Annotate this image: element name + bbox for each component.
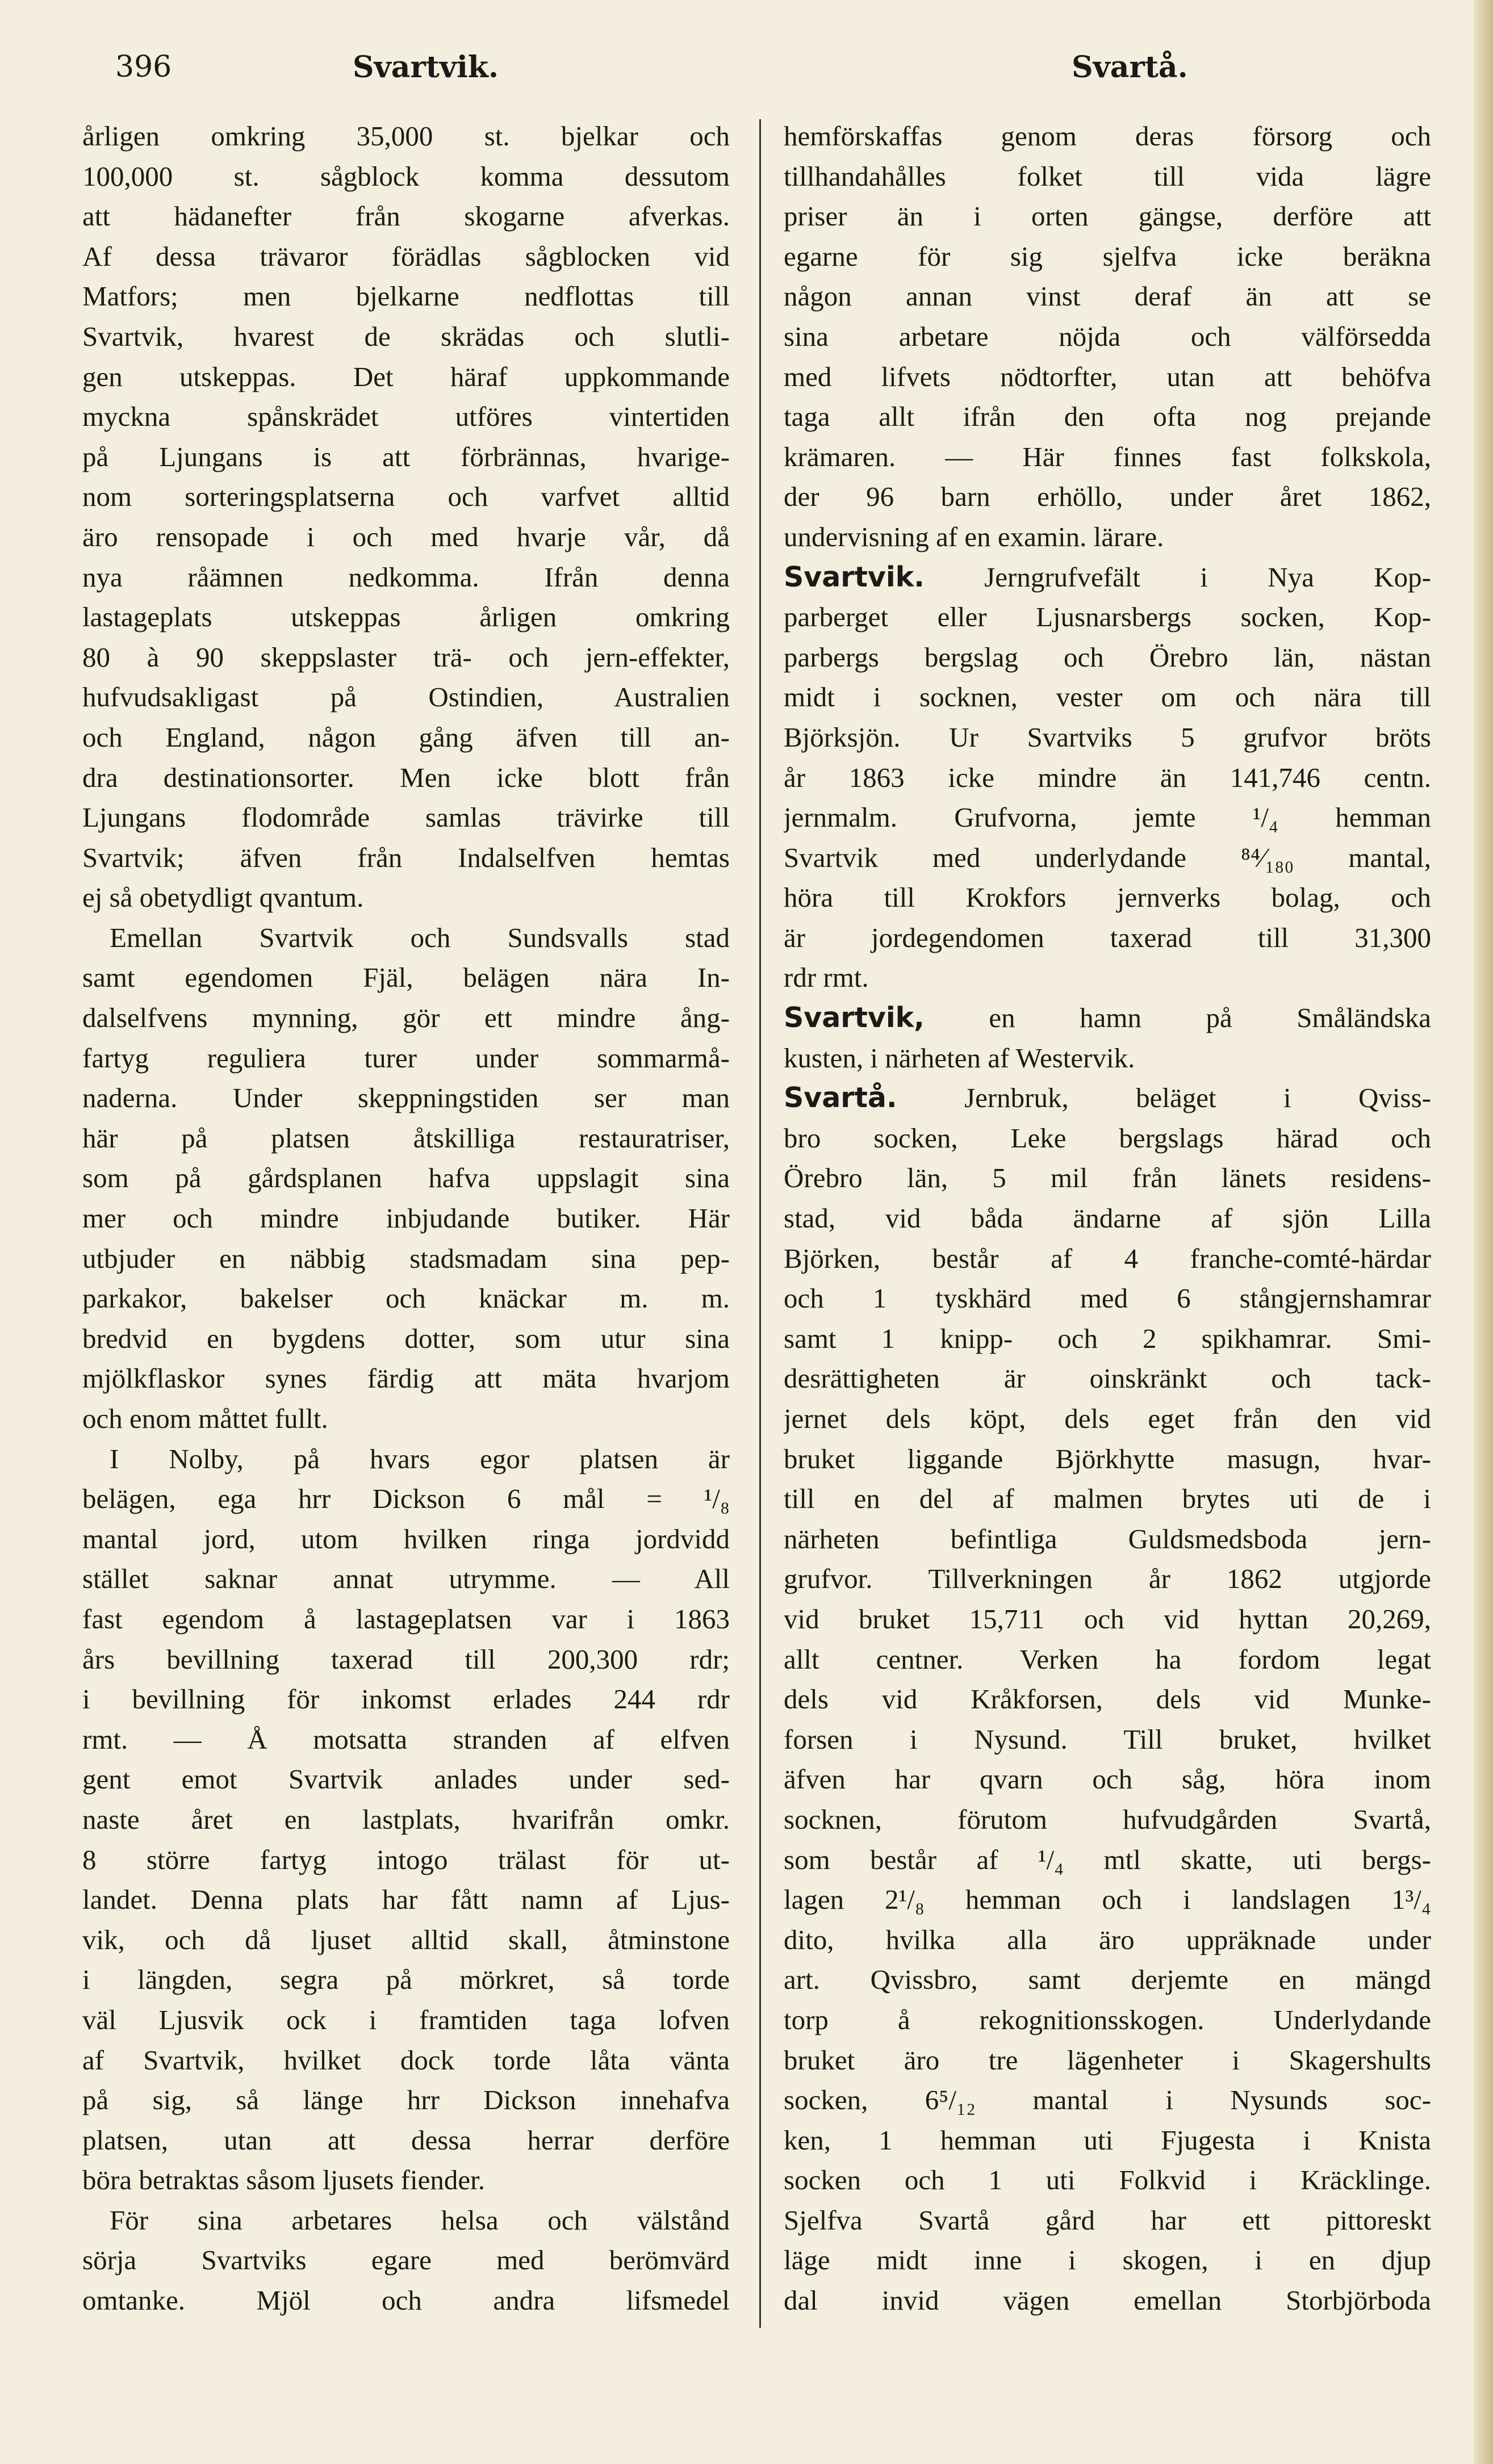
- line-text: fartyg reguliera turer under sommarmå-: [82, 1042, 730, 1074]
- text-line: [784, 1920, 1431, 1960]
- line-text: nya råämnen nedkomma. Ifrån denna: [82, 561, 730, 593]
- running-header: [0, 50, 1493, 90]
- text-line: [784, 1158, 1431, 1199]
- line-text: dalselfvens mynning, gör ett mindre ång-: [82, 1002, 730, 1034]
- text-line: [784, 1279, 1431, 1319]
- text-line: [784, 1038, 1431, 1079]
- line-text: belägen, ega hrr Dickson 6 mål = ¹/₈: [82, 1483, 730, 1515]
- text-line: [784, 437, 1431, 477]
- text-line: [784, 878, 1431, 918]
- line-text: i längden, segra på mörkret, så torde: [82, 1964, 730, 1996]
- text-line: [784, 918, 1431, 958]
- entry-headword: Svartå.: [784, 1082, 897, 1114]
- text-line: [784, 1720, 1431, 1760]
- line-text: 100,000 st. sågblock komma dessutom: [82, 160, 730, 192]
- line-text: För sina arbetares helsa och välstånd: [110, 2204, 730, 2236]
- line-text: ken, 1 hemman uti Fjugesta i Knista: [784, 2124, 1431, 2156]
- line-text: någon annan vinst deraf än att se: [784, 280, 1431, 312]
- line-text: år 1863 icke mindre än 141,746 centn.: [784, 761, 1431, 793]
- line-text: mer och mindre inbjudande butiker. Här: [82, 1202, 730, 1234]
- text-line: [82, 998, 730, 1038]
- line-text: tillhandahålles folket till vida lägre: [784, 160, 1431, 192]
- line-text: som på gårdsplanen hafva uppslagit sina: [82, 1162, 730, 1194]
- line-text: Svartvik, hvarest de skrädas och slutli-: [82, 320, 730, 352]
- text-line: [784, 998, 1431, 1038]
- line-text: Svartvik; äfven från Indalselfven hemtas: [82, 841, 730, 873]
- line-text: mantal jord, utom hvilken ringa jordvidd: [82, 1523, 730, 1554]
- line-text: mjölkflaskor synes färdig att mäta hvarjom: [82, 1363, 730, 1394]
- text-line: [82, 2080, 730, 2121]
- text-line: [82, 1479, 730, 1519]
- text-line: [82, 1359, 730, 1399]
- text-line: [82, 2040, 730, 2081]
- text-line: [82, 597, 730, 638]
- text-line: [784, 2281, 1431, 2321]
- text-line: [82, 477, 730, 517]
- line-text: årligen omkring 35,000 st. bjelkar och: [82, 120, 730, 152]
- text-line: [784, 1319, 1431, 1359]
- left-running-head: Svartvik.: [353, 50, 499, 85]
- line-text: naste året en lastplats, hvarifrån omkr.: [82, 1803, 730, 1835]
- line-text: gen utskeppas. Det häraf uppkommande: [82, 361, 730, 392]
- text-line: [784, 116, 1431, 157]
- text-line: [82, 196, 730, 237]
- line-text: som består af ¹/₄ mtl skatte, uti bergs-: [784, 1843, 1431, 1875]
- line-text: en hamn på Småländska: [924, 1002, 1431, 1034]
- line-text: dito, hvilka alla äro uppräknade under: [784, 1924, 1431, 1955]
- line-text: undervisning af en examin. lärare.: [784, 521, 1164, 552]
- line-text: 80 à 90 skeppslaster trä- och jern-effekter,: [82, 641, 730, 673]
- text-line: [784, 2201, 1431, 2241]
- text-line: [784, 1439, 1431, 1480]
- line-text: Björken, består af 4 franche-comté-härdar: [784, 1242, 1431, 1274]
- line-text: hemförskaffas genom deras försorg och: [784, 120, 1431, 152]
- text-line: [784, 1519, 1431, 1560]
- line-text: Ljungans flodområde samlas trävirke till: [82, 802, 730, 833]
- text-line: [784, 558, 1431, 598]
- line-text: äro rensopade i och med hvarje vår, då: [82, 521, 730, 552]
- line-text: omtanke. Mjöl och andra lifsmedel: [82, 2285, 730, 2316]
- line-text: Emellan Svartvik och Sundsvalls stad: [110, 921, 730, 953]
- text-line: [82, 1038, 730, 1079]
- text-line: [82, 1399, 730, 1439]
- line-text: 8 större fartyg intogo trälast för ut-: [82, 1843, 730, 1875]
- page-number: 396: [115, 50, 172, 84]
- line-text: desrättigheten är oinskränkt och tack-: [784, 1363, 1431, 1394]
- line-text: platsen, utan att dessa herrar derföre: [82, 2124, 730, 2156]
- text-line: [82, 397, 730, 437]
- line-text: art. Qvissbro, samt derjemte en mängd: [784, 1964, 1431, 1996]
- text-line: [82, 2000, 730, 2040]
- line-text: kusten, i närheten af Westervik.: [784, 1042, 1135, 1074]
- text-line: [82, 317, 730, 357]
- text-line: [784, 1239, 1431, 1279]
- text-line: [784, 677, 1431, 718]
- text-line: [82, 276, 730, 317]
- text-line: [784, 2240, 1431, 2281]
- line-text: stället saknar annat utrymme. — All: [82, 1563, 730, 1595]
- text-line: [784, 477, 1431, 517]
- text-line: [784, 2160, 1431, 2201]
- line-text: på sig, så länge hrr Dickson innehafva: [82, 2084, 730, 2116]
- text-line: [784, 357, 1431, 397]
- column-rule: [759, 119, 761, 2328]
- text-line: [784, 1679, 1431, 1720]
- text-line: [82, 1319, 730, 1359]
- line-text: här på platsen åtskilliga restauratriser,: [82, 1122, 730, 1154]
- left-column: [82, 116, 730, 2399]
- line-text: Jerngrufvefält i Nya Kop-: [924, 561, 1431, 593]
- line-text: Jernbruk, beläget i Qviss-: [897, 1082, 1431, 1114]
- line-text: på Ljungans is att förbrännas, hvarige-: [82, 441, 730, 472]
- line-text: och enom måttet fullt.: [82, 1403, 328, 1434]
- text-line: [784, 1559, 1431, 1599]
- text-line: [82, 517, 730, 558]
- text-line: [82, 1840, 730, 1880]
- text-line: [784, 718, 1431, 758]
- line-text: Örebro län, 5 mil från länets residens-: [784, 1162, 1431, 1194]
- text-line: [784, 1399, 1431, 1439]
- text-line: [82, 1679, 730, 1720]
- line-text: Sjelfva Svartå gård har ett pittoreskt: [784, 2204, 1431, 2236]
- text-line: [82, 638, 730, 678]
- text-line: [784, 517, 1431, 558]
- line-text: af Svartvik, hvilket dock torde låta vänta: [82, 2044, 730, 2076]
- line-text: myckna spånskrädet utföres vintertiden: [82, 401, 730, 433]
- text-line: [82, 1158, 730, 1199]
- text-line: [82, 1559, 730, 1599]
- line-text: naderna. Under skeppningstiden ser man: [82, 1082, 730, 1114]
- text-line: [82, 1239, 730, 1279]
- text-line: [82, 558, 730, 598]
- text-line: [82, 1439, 730, 1480]
- text-line: [784, 2080, 1431, 2121]
- line-text: sörja Svartviks egare med berömvärd: [82, 2244, 730, 2276]
- text-line: [784, 1599, 1431, 1640]
- line-text: Af dessa trävaror förädlas sågblocken vid: [82, 240, 730, 272]
- text-line: [784, 1880, 1431, 1920]
- text-line: [82, 357, 730, 397]
- text-line: [82, 1880, 730, 1920]
- line-text: stad, vid båda ändarne af sjön Lilla: [784, 1202, 1431, 1234]
- line-text: lagen 2¹/₈ hemman och i landslagen 1³/₄: [784, 1884, 1431, 1916]
- text-line: [82, 718, 730, 758]
- text-line: [784, 758, 1431, 798]
- line-text: der 96 barn erhöllo, under året 1862,: [784, 481, 1431, 513]
- text-line: [82, 1920, 730, 1960]
- text-line: [784, 1800, 1431, 1840]
- line-text: samt 1 knipp- och 2 spikhamrar. Smi-: [784, 1322, 1431, 1354]
- line-text: parkakor, bakelser och knäckar m. m.: [82, 1283, 730, 1314]
- text-line: [82, 1199, 730, 1239]
- line-text: utbjuder en näbbig stadsmadam sina pep-: [82, 1242, 730, 1274]
- line-text: priser än i orten gängse, derföre att: [784, 200, 1431, 232]
- text-line: [82, 958, 730, 998]
- line-text: rmt. — Å motsatta stranden af elfven: [82, 1723, 730, 1755]
- line-text: böra betraktas såsom ljusets fiender.: [82, 2164, 485, 2196]
- line-text: bredvid en bygdens dotter, som utur sina: [82, 1322, 730, 1354]
- line-text: parberget eller Ljusnarsbergs socken, Kop-: [784, 601, 1431, 633]
- text-line: [784, 1118, 1431, 1159]
- text-line: [82, 758, 730, 798]
- text-line: [82, 798, 730, 838]
- line-text: är jordegendomen taxerad till 31,300: [784, 921, 1431, 953]
- text-line: [784, 157, 1431, 197]
- text-line: [82, 838, 730, 878]
- line-text: hufvudsakligast på Ostindien, Australien: [82, 681, 730, 713]
- text-line: [82, 2121, 730, 2161]
- text-line: [82, 2160, 730, 2201]
- text-line: [82, 1759, 730, 1800]
- line-text: krämaren. — Här finnes fast folkskola,: [784, 441, 1431, 472]
- text-line: [82, 2201, 730, 2241]
- line-text: höra till Krokfors jernverks bolag, och: [784, 882, 1431, 913]
- text-line: [784, 317, 1431, 357]
- line-text: taga allt ifrån den ofta nog prejande: [784, 401, 1431, 433]
- text-line: [82, 1640, 730, 1680]
- text-line: [82, 1720, 730, 1760]
- text-line: [784, 2040, 1431, 2081]
- line-text: Björksjön. Ur Svartviks 5 grufvor bröts: [784, 721, 1431, 753]
- text-line: [82, 1118, 730, 1159]
- text-line: [784, 1199, 1431, 1239]
- text-line: [784, 1840, 1431, 1880]
- text-line: [82, 437, 730, 477]
- entry-headword: Svartvik.: [784, 560, 925, 593]
- line-text: vid bruket 15,711 och vid hyttan 20,269,: [784, 1603, 1431, 1635]
- line-text: vik, och då ljuset alltid skall, åtminstone: [82, 1924, 730, 1955]
- text-line: [82, 157, 730, 197]
- text-line: [82, 1078, 730, 1118]
- text-line: [784, 958, 1431, 998]
- line-text: ej så obetydligt qvantum.: [82, 882, 364, 913]
- line-text: i bevillning för inkomst erlades 244 rdr: [82, 1683, 730, 1715]
- text-line: [784, 1078, 1431, 1118]
- line-text: med lifvets nödtorfter, utan att behöfva: [784, 361, 1431, 392]
- line-text: och 1 tyskhärd med 6 stångjernshamrar: [784, 1283, 1431, 1314]
- text-line: [784, 397, 1431, 437]
- line-text: att hädanefter från skogarne afverkas.: [82, 200, 730, 232]
- line-text: Matfors; men bjelkarne nedflottas till: [82, 280, 730, 312]
- line-text: bruket liggande Björkhytte masugn, hvar-: [784, 1443, 1431, 1474]
- line-text: närheten befintliga Guldsmedsboda jern-: [784, 1523, 1431, 1554]
- text-line: [82, 1800, 730, 1840]
- text-line: [82, 1519, 730, 1560]
- line-text: jernet dels köpt, dels eget från den vid: [784, 1403, 1431, 1434]
- text-line: [784, 1640, 1431, 1680]
- line-text: samt egendomen Fjäl, belägen nära In-: [82, 962, 730, 994]
- text-line: [82, 237, 730, 277]
- line-text: jernmalm. Grufvorna, jemte ¹/₄ hemman: [784, 802, 1431, 833]
- text-line: [784, 2121, 1431, 2161]
- line-text: läge midt inne i skogen, i en djup: [784, 2244, 1431, 2276]
- line-text: allt centner. Verken ha fordom legat: [784, 1643, 1431, 1675]
- text-line: [82, 1599, 730, 1640]
- line-text: landet. Denna plats har fått namn af Ljus-: [82, 1884, 730, 1916]
- line-text: lastageplats utskeppas årligen omkring: [82, 601, 730, 633]
- line-text: och England, någon gång äfven till an-: [82, 721, 730, 753]
- text-line: [784, 1759, 1431, 1800]
- line-text: Svartvik med underlydande ⁸⁴⁄₁₈₀ mantal,: [784, 841, 1431, 873]
- text-line: [82, 2281, 730, 2321]
- text-line: [82, 1960, 730, 2000]
- text-line: [82, 2240, 730, 2281]
- text-line: [784, 838, 1431, 878]
- text-line: [784, 597, 1431, 638]
- line-text: parbergs bergslag och Örebro län, nästan: [784, 641, 1431, 673]
- right-column: [784, 116, 1431, 2399]
- text-line: [784, 276, 1431, 317]
- text-line: [784, 1359, 1431, 1399]
- text-line: [82, 116, 730, 157]
- line-text: rdr rmt.: [784, 962, 869, 994]
- line-text: egarne för sig sjelfva icke beräkna: [784, 240, 1431, 272]
- text-line: [82, 918, 730, 958]
- text-line: [82, 1279, 730, 1319]
- line-text: fast egendom å lastageplatsen var i 1863: [82, 1603, 730, 1635]
- line-text: bruket äro tre lägenheter i Skagershults: [784, 2044, 1431, 2076]
- text-line: [784, 1960, 1431, 2000]
- text-line: [784, 1479, 1431, 1519]
- line-text: grufvor. Tillverkningen år 1862 utgjorde: [784, 1563, 1431, 1595]
- text-line: [784, 196, 1431, 237]
- text-line: [784, 798, 1431, 838]
- line-text: dal invid vägen emellan Storbjörboda: [784, 2285, 1431, 2316]
- line-text: socken, 6⁵/₁₂ mantal i Nysunds soc-: [784, 2084, 1431, 2116]
- entry-headword: Svartvik,: [784, 1001, 925, 1034]
- line-text: dels vid Kråkforsen, dels vid Munke-: [784, 1683, 1431, 1715]
- line-text: till en del af malmen brytes uti de i: [784, 1483, 1431, 1515]
- text-line: [82, 878, 730, 918]
- line-text: I Nolby, på hvars egor platsen är: [110, 1443, 730, 1474]
- line-text: dra destinationsorter. Men icke blott från: [82, 761, 730, 793]
- line-text: års bevillning taxerad till 200,300 rdr;: [82, 1643, 730, 1675]
- page-edge: [1474, 0, 1493, 2464]
- line-text: forsen i Nysund. Till bruket, hvilket: [784, 1723, 1431, 1755]
- text-line: [784, 2000, 1431, 2040]
- text-line: [784, 237, 1431, 277]
- line-text: sina arbetare nöjda och välförsedda: [784, 320, 1431, 352]
- line-text: gent emot Svartvik anlades under sed-: [82, 1763, 730, 1795]
- text-line: [784, 638, 1431, 678]
- line-text: socken och 1 uti Folkvid i Kräcklinge.: [784, 2164, 1431, 2196]
- right-running-head: Svartå.: [1072, 50, 1188, 85]
- line-text: torp å rekognitionsskogen. Underlydande: [784, 2004, 1431, 2035]
- line-text: bro socken, Leke bergslags härad och: [784, 1122, 1431, 1154]
- line-text: väl Ljusvik ock i framtiden taga lofven: [82, 2004, 730, 2035]
- line-text: midt i socknen, vester om och nära till: [784, 681, 1431, 713]
- line-text: nom sorteringsplatserna och varfvet alltid: [82, 481, 730, 513]
- line-text: äfven har qvarn och såg, höra inom: [784, 1763, 1431, 1795]
- line-text: socknen, förutom hufvudgården Svartå,: [784, 1803, 1431, 1835]
- text-line: [82, 677, 730, 718]
